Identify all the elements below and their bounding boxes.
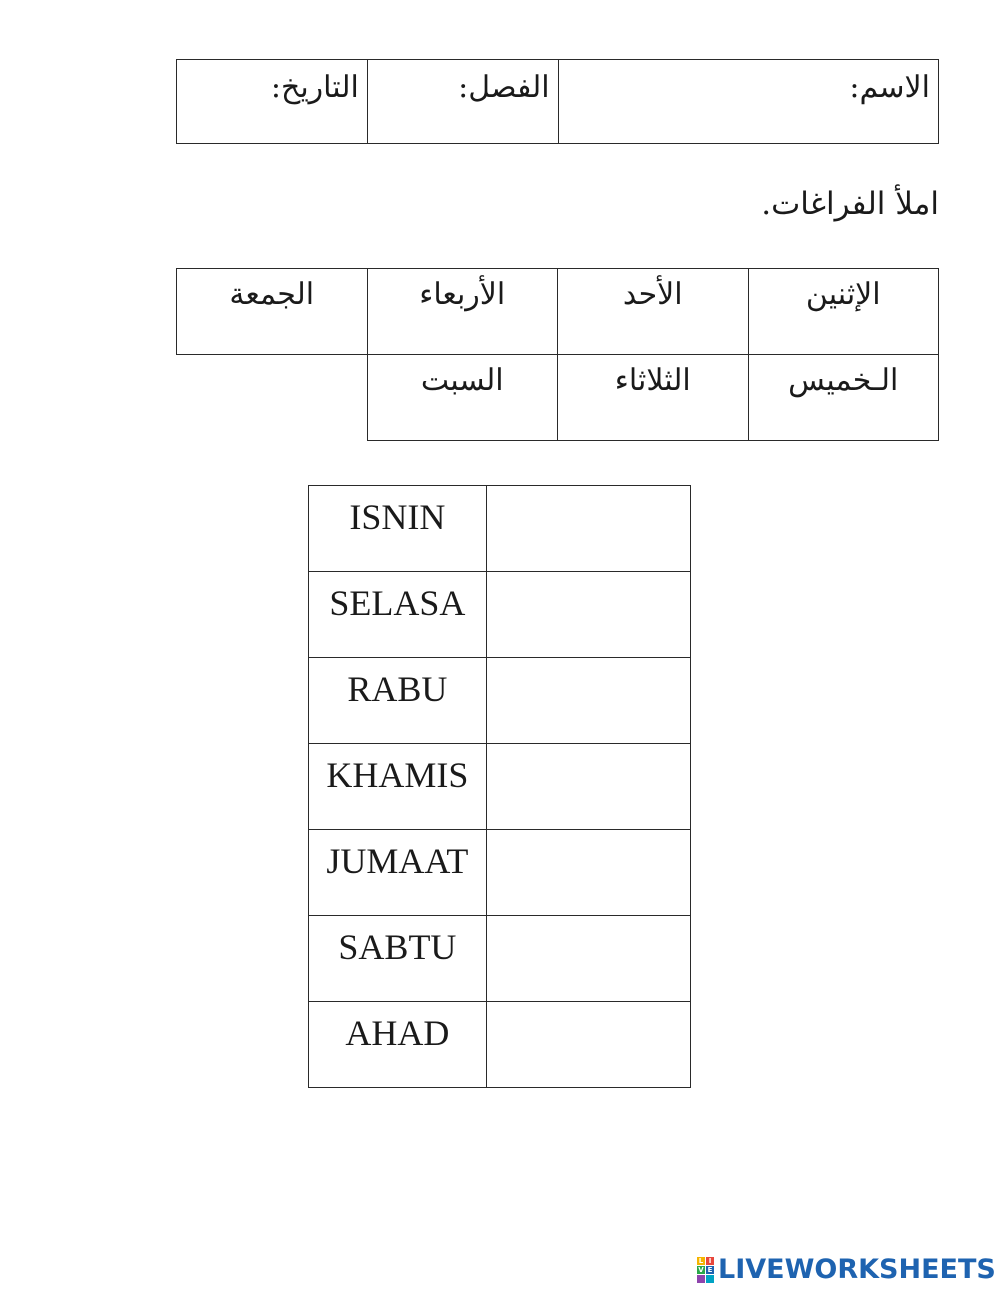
word-bank-item: الأحد: [558, 269, 749, 355]
word-bank-item: الثلاثاء: [558, 355, 749, 441]
word-bank-item: الأربعاء: [367, 269, 558, 355]
logo-block: E: [707, 1266, 713, 1274]
class-field-cell[interactable]: [367, 60, 558, 144]
malay-day-label: AHAD: [309, 1002, 487, 1088]
word-bank-empty-cell: [177, 355, 368, 441]
date-field-cell[interactable]: [177, 60, 368, 144]
malay-day-label: ISNIN: [309, 486, 487, 572]
answer-field[interactable]: [486, 658, 690, 744]
logo-wordmark: LIVEWORKSHEETS: [718, 1254, 996, 1285]
word-bank-row: [177, 355, 939, 441]
logo-block: L: [698, 1257, 704, 1265]
matching-row: [309, 744, 691, 830]
malay-day-label: KHAMIS: [309, 744, 487, 830]
instruction-text: املأ الفراغات.: [761, 186, 939, 222]
logo-block: V: [698, 1266, 704, 1274]
student-info-row: [177, 60, 939, 144]
matching-row: [309, 572, 691, 658]
logo-mark-icon: [697, 1257, 714, 1283]
answer-field[interactable]: [486, 916, 690, 1002]
answer-field[interactable]: [486, 572, 690, 658]
matching-table: [308, 485, 691, 1088]
answer-field[interactable]: [486, 744, 690, 830]
date-label: التاريخ:: [270, 70, 359, 105]
word-bank-item: السبت: [367, 355, 558, 441]
class-label: الفصل:: [458, 70, 550, 105]
name-field-cell[interactable]: [558, 60, 938, 144]
word-bank-item: الـخميس: [748, 355, 939, 441]
matching-row: [309, 830, 691, 916]
matching-row: [309, 1002, 691, 1088]
word-bank-item: الإثنين: [748, 269, 939, 355]
student-info-table: [176, 59, 939, 144]
malay-day-label: SELASA: [309, 572, 487, 658]
word-bank-table: [176, 268, 939, 441]
malay-day-label: RABU: [309, 658, 487, 744]
logo-block: [697, 1275, 705, 1283]
malay-day-label: SABTU: [309, 916, 487, 1002]
word-bank-item: الجمعة: [177, 269, 368, 355]
word-bank-row: [177, 269, 939, 355]
logo-block: I: [706, 1257, 714, 1265]
answer-field[interactable]: [486, 1002, 690, 1088]
answer-field[interactable]: [486, 830, 690, 916]
name-label: الاسم:: [849, 70, 930, 105]
malay-day-label: JUMAAT: [309, 830, 487, 916]
matching-row: [309, 916, 691, 1002]
matching-row: [309, 486, 691, 572]
matching-row: [309, 658, 691, 744]
logo-block: [706, 1275, 714, 1283]
answer-field[interactable]: [486, 486, 690, 572]
liveworksheets-logo: [697, 1256, 996, 1284]
